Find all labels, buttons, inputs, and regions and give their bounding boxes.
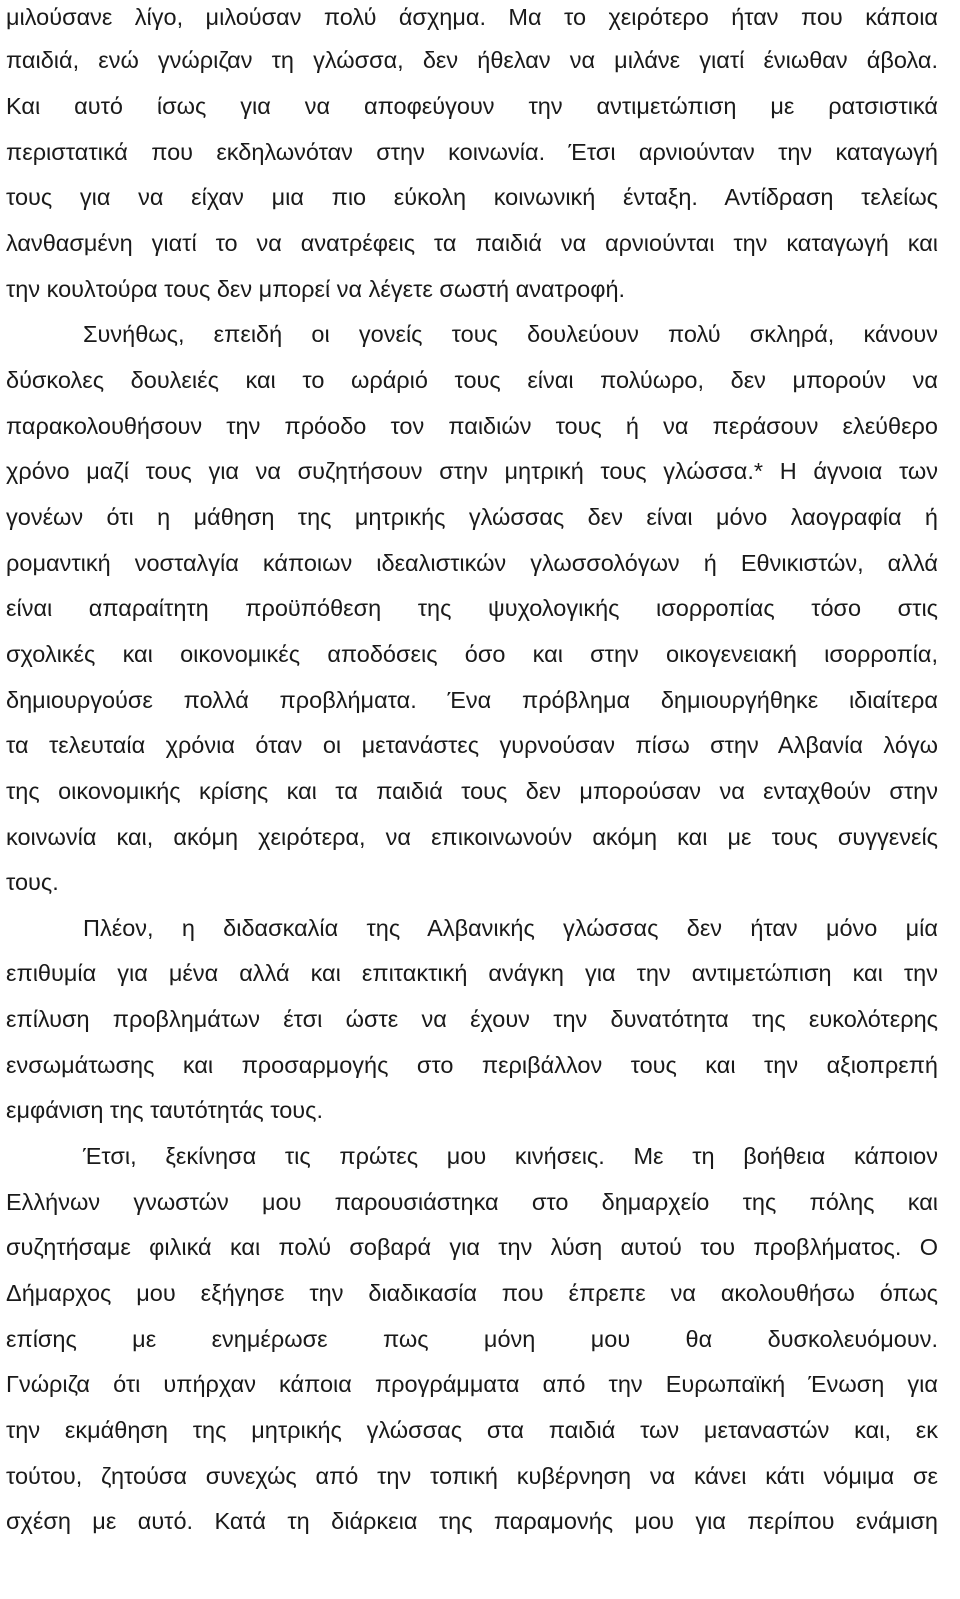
text-line: παιδιά, ενώ γνώριζαν τη γλώσσα, δεν ήθελαν να μιλάνε γιατί ένιωθαν άβολα. [6, 47, 938, 73]
text-line: κοινωνία και, ακόμη χειρότερα, να επικοινωνούν ακόμη και με τους συγγενείς [6, 824, 938, 850]
text-line: την εκμάθηση της μητρικής γλώσσας στα παιδιά των μεταναστών και, εκ [6, 1417, 938, 1443]
text-line: Δήμαρχος μου εξήγησε την διαδικασία που έπρεπε να ακολουθήσω όπως [6, 1280, 938, 1306]
text-line: της οικονομικής κρίσης και τα παιδιά τους δεν μπορούσαν να ενταχθούν στην [6, 778, 938, 804]
text-line: τους. [6, 869, 59, 895]
text-line: επιθυμία για μένα αλλά και επιτακτική ανάγκη για την αντιμετώπιση και την [6, 960, 938, 986]
text-line: χρόνο μαζί τους για να συζητήσουν στην μητρική τους γλώσσα.* Η άγνοια των [6, 458, 938, 484]
text-line: ρομαντική νοσταλγία κάποιων ιδεαλιστικών γλωσσολόγων ή Εθνικιστών, αλλά [6, 550, 938, 576]
text-line: σχέση με αυτό. Κατά τη διάρκεια της παραμονής μου για περίπου ενάμιση [6, 1508, 938, 1534]
text-line: δημιουργούσε πολλά προβλήματα. Ένα πρόβλημα δημιουργήθηκε ιδιαίτερα [6, 687, 938, 713]
text-line: τα τελευταία χρόνια όταν οι μετανάστες γυρνούσαν πίσω στην Αλβανία λόγω [6, 732, 938, 758]
text-line: δύσκολες δουλειές και το ωράριό τους είναι πολύωρο, δεν μπορούν να [6, 367, 938, 393]
text-line: γονέων ότι η μάθηση της μητρικής γλώσσας δεν είναι μόνο λαογραφία ή [6, 504, 938, 530]
text-line: παρακολουθήσουν την πρόοδο τον παιδιών τους ή να περάσουν ελεύθερο [6, 413, 938, 439]
text-line: τους για να είχαν μια πιο εύκολη κοινωνική ένταξη. Αντίδραση τελείως [6, 184, 938, 210]
text-line: Έτσι, ξεκίνησα τις πρώτες μου κινήσεις. Με τη βοήθεια κάποιον [83, 1143, 938, 1169]
text-line: μιλούσανε λίγο, μιλούσαν πολύ άσχημα. Μα το χειρότερο ήταν που κάποια [6, 4, 938, 30]
text-line: Συνήθως, επειδή οι γονείς τους δουλεύουν πολύ σκληρά, κάνουν [83, 321, 938, 347]
text-line: επίλυση προβλημάτων έτσι ώστε να έχουν την δυνατότητα της ευκολότερης [6, 1006, 938, 1032]
text-line: συζητήσαμε φιλικά και πολύ σοβαρά για την λύση αυτού του προβλήματος. Ο [6, 1234, 938, 1260]
text-line: εμφάνιση της ταυτότητάς τους. [6, 1097, 323, 1123]
text-line: την κουλτούρα τους δεν μπορεί να λέγετε σωστή ανατροφή. [6, 276, 626, 302]
text-line: επίσης με ενημέρωσε πως μόνη μου θα δυσκολευόμουν. [6, 1326, 938, 1352]
text-line: ενσωμάτωσης και προσαρμογής στο περιβάλλον τους και την αξιοπρεπή [6, 1052, 938, 1078]
text-line: λανθασμένη γιατί το να ανατρέφεις τα παιδιά να αρνιούνται την καταγωγή και [6, 230, 938, 256]
text-line: είναι απαραίτητη προϋπόθεση της ψυχολογικής ισορροπίας τόσο στις [6, 595, 938, 621]
text-line: Και αυτό ίσως για να αποφεύγουν την αντιμετώπιση με ρατσιστικά [6, 93, 938, 119]
text-line: Ελλήνων γνωστών μου παρουσιάστηκα στο δημαρχείο της πόλης και [6, 1189, 938, 1215]
text-line: σχολικές και οικονομικές αποδόσεις όσο και στην οικογενειακή ισορροπία, [6, 641, 938, 667]
text-line: περιστατικά που εκδηλωνόταν στην κοινωνία. Έτσι αρνιούνταν την καταγωγή [6, 139, 938, 165]
text-line: Γνώριζα ότι υπήρχαν κάποια προγράμματα από την Ευρωπαϊκή Ένωση για [6, 1371, 938, 1397]
text-line: τούτου, ζητούσα συνεχώς από την τοπική κυβέρνηση να κάνει κάτι νόμιμα σε [6, 1463, 938, 1489]
text-line: Πλέον, η διδασκαλία της Αλβανικής γλώσσας δεν ήταν μόνο μία [83, 915, 938, 941]
